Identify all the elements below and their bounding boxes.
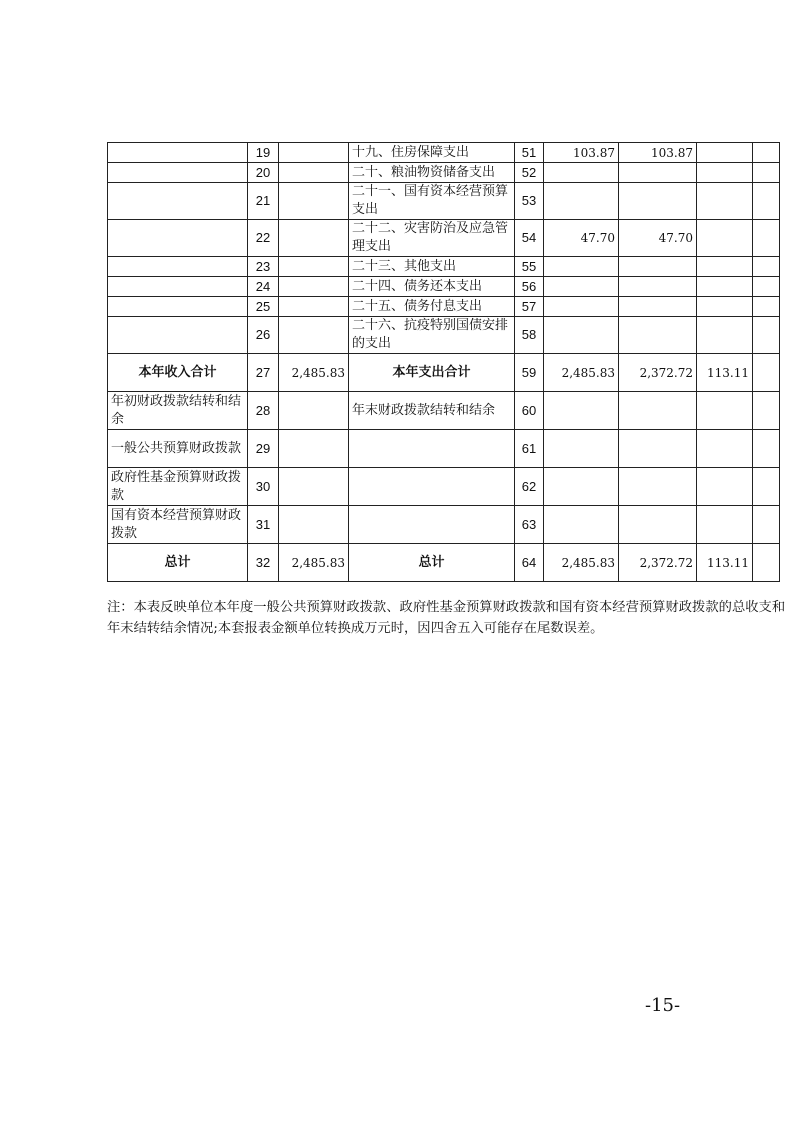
expense-fund-cell [697, 297, 753, 317]
expense-item-name: 二十一、国有资本经营预算支出 [349, 183, 515, 220]
expense-item-name: 二十五、债务付息支出 [349, 297, 515, 317]
table-row [108, 317, 780, 354]
expense-fund-cell [697, 183, 753, 220]
carryover-expense-extra [753, 430, 780, 468]
income-total-amount: 2,485.83 [279, 354, 349, 392]
carryover-income-no: 31 [248, 506, 279, 544]
grand-expense-extra [753, 544, 780, 582]
income-item-cell [108, 183, 248, 220]
expense-rows [108, 143, 780, 354]
income-item-cell [108, 277, 248, 297]
income-row-no: 26 [248, 317, 279, 354]
carryover-income-amount [279, 392, 349, 430]
carryover-expense-general [619, 468, 697, 506]
income-amount-cell [279, 297, 349, 317]
carryover-income-amount [279, 430, 349, 468]
expense-row-no: 55 [515, 257, 544, 277]
expense-row-no: 53 [515, 183, 544, 220]
expense-row-no: 57 [515, 297, 544, 317]
expense-total-cell [544, 297, 619, 317]
expense-general-cell [619, 297, 697, 317]
income-amount-cell [279, 317, 349, 354]
table-row [108, 183, 780, 220]
expense-item-name: 二十三、其他支出 [349, 257, 515, 277]
expense-general-cell [619, 183, 697, 220]
income-item-cell [108, 297, 248, 317]
carryover-expense-total [544, 468, 619, 506]
table-row [108, 468, 780, 506]
expense-total-amount: 2,485.83 [544, 354, 619, 392]
income-item-cell [108, 143, 248, 163]
table-row [108, 277, 780, 297]
table-row [108, 220, 780, 257]
income-row-no: 20 [248, 163, 279, 183]
expense-item-name: 二十六、抗疫特别国债安排的支出 [349, 317, 515, 354]
income-amount-cell [279, 143, 349, 163]
carryover-expense-general [619, 430, 697, 468]
expense-total-cell [544, 257, 619, 277]
income-amount-cell [279, 257, 349, 277]
expense-fund-cell [697, 220, 753, 257]
budget-table-container [107, 142, 780, 582]
income-row-no: 24 [248, 277, 279, 297]
annual-total-section [108, 354, 780, 392]
carryover-expense-no: 60 [515, 392, 544, 430]
carryover-income-no: 28 [248, 392, 279, 430]
grand-total-section [108, 544, 780, 582]
grand-expense-general: 2,372.72 [619, 544, 697, 582]
income-amount-cell [279, 277, 349, 297]
table-row [108, 392, 780, 430]
income-total-no: 27 [248, 354, 279, 392]
expense-row-no: 54 [515, 220, 544, 257]
carryover-rows [108, 392, 780, 544]
expense-total-fund: 113.11 [697, 354, 753, 392]
carryover-expense-no: 61 [515, 430, 544, 468]
expense-fund-cell [697, 277, 753, 297]
carryover-expense-total [544, 392, 619, 430]
carryover-expense-general [619, 506, 697, 544]
expense-row-no: 56 [515, 277, 544, 297]
annual-total-row [108, 354, 780, 392]
grand-total-row [108, 544, 780, 582]
grand-income-amount: 2,485.83 [279, 544, 349, 582]
income-total-label: 本年收入合计 [108, 354, 248, 392]
expense-total-cell: 47.70 [544, 220, 619, 257]
carryover-income-no: 29 [248, 430, 279, 468]
expense-general-cell [619, 163, 697, 183]
page-number: -15- [645, 995, 681, 1016]
income-item-cell [108, 257, 248, 277]
carryover-expense-extra [753, 506, 780, 544]
expense-row-no: 58 [515, 317, 544, 354]
expense-extra-cell [753, 257, 780, 277]
expense-extra-cell [753, 163, 780, 183]
expense-total-general: 2,372.72 [619, 354, 697, 392]
expense-total-cell [544, 317, 619, 354]
table-row [108, 430, 780, 468]
table-row [108, 257, 780, 277]
carryover-expense-total [544, 430, 619, 468]
income-row-no: 19 [248, 143, 279, 163]
expense-total-no: 59 [515, 354, 544, 392]
carryover-expense-item [349, 506, 515, 544]
carryover-expense-no: 63 [515, 506, 544, 544]
carryover-expense-fund [697, 392, 753, 430]
expense-extra-cell [753, 317, 780, 354]
expense-fund-cell [697, 163, 753, 183]
income-row-no: 21 [248, 183, 279, 220]
grand-expense-no: 64 [515, 544, 544, 582]
grand-expense-fund: 113.11 [697, 544, 753, 582]
income-amount-cell [279, 163, 349, 183]
income-item-cell [108, 317, 248, 354]
income-row-no: 25 [248, 297, 279, 317]
grand-income-label: 总计 [108, 544, 248, 582]
table-row [108, 163, 780, 183]
carryover-expense-general [619, 392, 697, 430]
income-row-no: 23 [248, 257, 279, 277]
carryover-expense-no: 62 [515, 468, 544, 506]
table-note: 注：本表反映单位本年度一般公共预算财政拨款、政府性基金预算财政拨款和国有资本经营预算财政拨款的总收支和年末结转结余情况;本套报表金额单位转换成万元时，因四舍五入可能存在尾数误差。 [107, 600, 786, 636]
carryover-income-amount [279, 506, 349, 544]
expense-extra-cell [753, 277, 780, 297]
expense-fund-cell [697, 257, 753, 277]
table-row [108, 143, 780, 163]
expense-item-name: 二十二、灾害防治及应急管理支出 [349, 220, 515, 257]
expense-item-name: 二十、粮油物资储备支出 [349, 163, 515, 183]
expense-extra-cell [753, 183, 780, 220]
carryover-expense-total [544, 506, 619, 544]
expense-general-cell [619, 317, 697, 354]
expense-general-cell [619, 277, 697, 297]
expense-total-extra [753, 354, 780, 392]
grand-expense-label: 总计 [349, 544, 515, 582]
expense-total-cell [544, 277, 619, 297]
expense-fund-cell [697, 317, 753, 354]
carryover-expense-extra [753, 392, 780, 430]
carryover-income-item: 一般公共预算财政拨款 [108, 430, 248, 468]
expense-general-cell: 47.70 [619, 220, 697, 257]
carryover-income-amount [279, 468, 349, 506]
table-row [108, 297, 780, 317]
income-amount-cell [279, 220, 349, 257]
expense-total-cell: 103.87 [544, 143, 619, 163]
expense-extra-cell [753, 297, 780, 317]
carryover-income-no: 30 [248, 468, 279, 506]
budget-table [107, 142, 780, 582]
carryover-expense-item [349, 468, 515, 506]
carryover-income-item: 政府性基金预算财政拨款 [108, 468, 248, 506]
income-item-cell [108, 220, 248, 257]
carryover-expense-item [349, 430, 515, 468]
expense-extra-cell [753, 220, 780, 257]
expense-total-label: 本年支出合计 [349, 354, 515, 392]
grand-expense-total: 2,485.83 [544, 544, 619, 582]
carryover-expense-fund [697, 468, 753, 506]
expense-item-name: 十九、住房保障支出 [349, 143, 515, 163]
expense-total-cell [544, 183, 619, 220]
carryover-expense-item: 年末财政拨款结转和结余 [349, 392, 515, 430]
carryover-expense-extra [753, 468, 780, 506]
expense-row-no: 51 [515, 143, 544, 163]
expense-extra-cell [753, 143, 780, 163]
expense-item-name: 二十四、债务还本支出 [349, 277, 515, 297]
carryover-income-item: 国有资本经营预算财政拨款 [108, 506, 248, 544]
carryover-expense-fund [697, 430, 753, 468]
income-item-cell [108, 163, 248, 183]
income-row-no: 22 [248, 220, 279, 257]
expense-general-cell [619, 257, 697, 277]
income-amount-cell [279, 183, 349, 220]
expense-general-cell: 103.87 [619, 143, 697, 163]
expense-row-no: 52 [515, 163, 544, 183]
carryover-expense-fund [697, 506, 753, 544]
carryover-income-item: 年初财政拨款结转和结余 [108, 392, 248, 430]
expense-fund-cell [697, 143, 753, 163]
table-row [108, 506, 780, 544]
grand-income-no: 32 [248, 544, 279, 582]
expense-total-cell [544, 163, 619, 183]
